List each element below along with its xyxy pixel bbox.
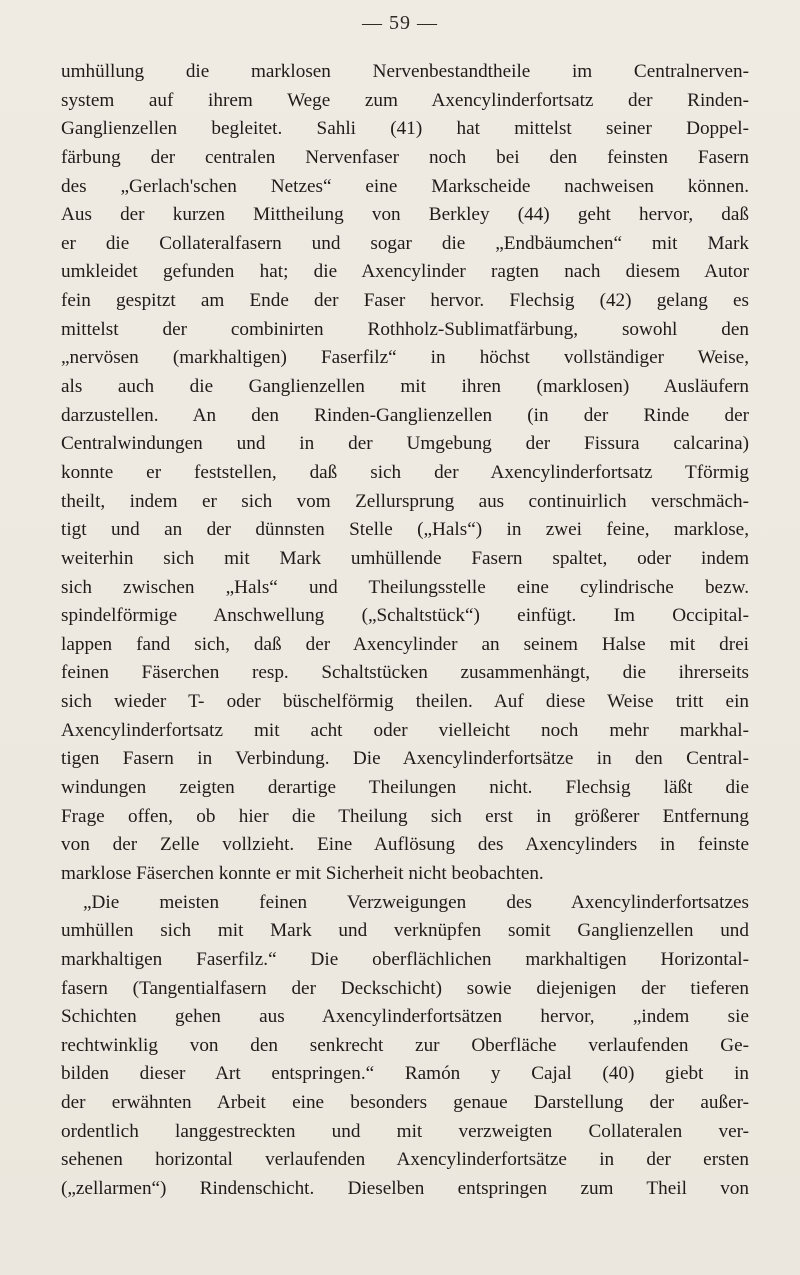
text-line: lappen fand sich, daß der Axencylinder an seinem Halse mit drei [61, 633, 749, 655]
text-line: ordentlich langgestreckten und mit verzweigten Collateralen ver- [61, 1120, 749, 1142]
text-line: tigen Fasern in Verbindung. Die Axencylinderfortsätze in den Central- [61, 748, 749, 770]
text-line: bilden dieser Art entspringen.“ Ramón y Cajal (40) giebt in [61, 1063, 749, 1085]
text-line: als auch die Ganglienzellen mit ihren (marklosen) Ausläufern [61, 376, 749, 398]
text-line: „nervösen (markhaltigen) Faserfilz“ in höchst vollständiger Weise, [61, 347, 749, 369]
text-line: marklose Fäserchen konnte er mit Sicherheit nicht beobachten. [61, 862, 544, 884]
text-line: („zellarmen“) Rindenschicht. Dieselben entspringen zum Theil von [61, 1177, 749, 1199]
text-line: Frage offen, ob hier die Theilung sich erst in größerer Entfernung [61, 805, 749, 827]
text-line: mittelst der combinirten Rothholz-Sublimatfärbung, sowohl den [61, 318, 749, 340]
text-line: feinen Fäserchen resp. Schaltstücken zusammenhängt, die ihrerseits [61, 662, 749, 684]
text-line: von der Zelle vollzieht. Eine Auflösung des Axencylinders in feinste [61, 834, 749, 856]
text-line: sich wieder T- oder büschelförmig theilen. Auf diese Weise tritt ein [61, 691, 749, 713]
text-line: der erwähnten Arbeit eine besonders genaue Darstellung der außer- [61, 1092, 749, 1114]
page-number: — 59 — [362, 12, 438, 34]
text-line: Ganglienzellen begleitet. Sahli (41) hat mittelst seiner Doppel- [61, 118, 749, 140]
text-line: tigt und an der dünnsten Stelle („Hals“) in zwei feine, marklose, [61, 519, 749, 541]
text-line: spindelförmige Anschwellung („Schaltstück“) einfügt. Im Occipital- [61, 605, 749, 627]
text-line: darzustellen. An den Rinden-Ganglienzellen (in der Rinde der [61, 404, 749, 426]
text-line: markhaltigen Faserfilz.“ Die oberflächlichen markhaltigen Horizontal- [61, 948, 749, 970]
text-line: fein gespitzt am Ende der Faser hervor. Flechsig (42) gelang es [61, 290, 749, 312]
text-line: des „Gerlach'schen Netzes“ eine Markscheide nachweisen können. [61, 175, 749, 197]
text-line: „Die meisten feinen Verzweigungen des Axencylinderfortsatzes [83, 891, 749, 913]
text-line: weiterhin sich mit Mark umhüllende Fasern spaltet, oder indem [61, 547, 749, 569]
text-line: er die Collateralfasern und sogar die „Endbäumchen“ mit Mark [61, 232, 749, 254]
text-line: umkleidet gefunden hat; die Axencylinder ragten nach diesem Autor [61, 261, 749, 283]
text-line: Axencylinderfortsatz mit acht oder vielleicht noch mehr markhal- [61, 719, 749, 741]
text-line: sehenen horizontal verlaufenden Axencylinderfortsätze in der ersten [61, 1149, 749, 1171]
text-line: umhüllen sich mit Mark und verknüpfen somit Ganglienzellen und [61, 920, 749, 942]
text-line: rechtwinklig von den senkrecht zur Oberfläche verlaufenden Ge- [61, 1034, 749, 1056]
text-line: Centralwindungen und in der Umgebung der Fissura calcarina) [61, 433, 749, 455]
text-line: umhüllung die marklosen Nervenbestandtheile im Centralnerven- [61, 61, 749, 82]
text-line: Aus der kurzen Mittheilung von Berkley (44) geht hervor, daß [61, 204, 749, 226]
text-line: windungen zeigten derartige Theilungen nicht. Flechsig läßt die [61, 777, 749, 799]
text-line: fasern (Tangentialfasern der Deckschicht) sowie diejenigen der tieferen [61, 977, 749, 999]
text-line: system auf ihrem Wege zum Axencylinderfortsatz der Rinden- [61, 89, 749, 111]
text-line: sich zwischen „Hals“ und Theilungsstelle eine cylindrische bezw. [61, 576, 749, 598]
text-line: theilt, indem er sich vom Zellursprung aus continuirlich verschmäch- [61, 490, 749, 512]
body-text [61, 58, 749, 1204]
text-line: konnte er feststellen, daß sich der Axencylinderfortsatz Tförmig [61, 461, 749, 483]
text-line: färbung der centralen Nervenfaser noch bei den feinsten Fasern [61, 146, 749, 168]
text-line: Schichten gehen aus Axencylinderfortsätzen hervor, „indem sie [61, 1006, 749, 1028]
